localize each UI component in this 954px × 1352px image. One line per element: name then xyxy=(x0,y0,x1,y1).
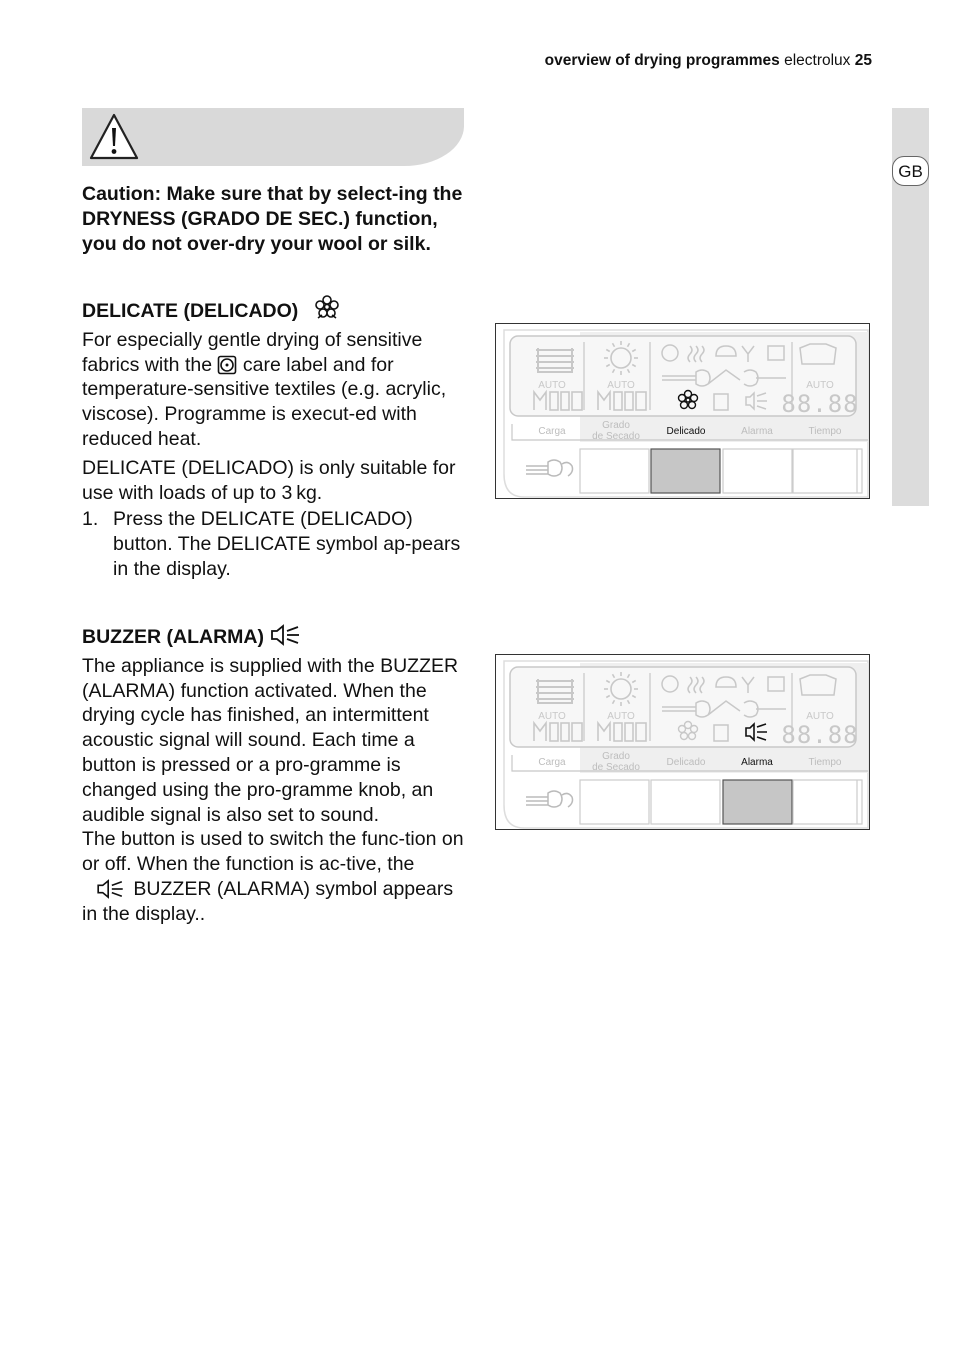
buzzer-heading-text: BUZZER (ALARMA) xyxy=(82,626,264,648)
delicate-section xyxy=(82,294,464,505)
panel-button-3 xyxy=(723,449,792,493)
button-label-3: Alarma xyxy=(741,757,773,768)
delicate-para2: DELICATE (DELICADO) is only suitable for use with loads of up to 3 kg. xyxy=(82,456,456,504)
auto-label-load: AUTO xyxy=(538,711,566,722)
auto-label-time: AUTO xyxy=(806,380,834,391)
button-label-4: Tiempo xyxy=(808,426,842,437)
display-figure-alarma xyxy=(495,654,870,830)
button-label-3: Alarma xyxy=(741,426,773,437)
panel-button-4 xyxy=(793,449,862,493)
buzzer-para2-part2: BUZZER (ALARMA) symbol appears in the display.. xyxy=(82,877,454,925)
delicate-para1-part2: care label and for temperature-sensitive textiles (e.g. acrylic, viscose). Programme is execut-ed with reduced heat. xyxy=(82,353,447,450)
panel-button-1 xyxy=(580,780,649,824)
buzzer-para2-part1: The button is used to switch the func-tion on or off. When the function is ac-tive, the xyxy=(82,828,464,876)
buzzer-inline-icon xyxy=(94,879,126,899)
header-section: overview of drying programmes xyxy=(544,52,780,69)
auto-label-load: AUTO xyxy=(538,380,566,391)
gb-tab-label: GB xyxy=(892,156,929,186)
delicate-para1 xyxy=(82,328,464,452)
delicate-heading-text: DELICATE (DELICADO) xyxy=(82,300,299,322)
panel-button-4 xyxy=(793,780,862,824)
button-label-2: Delicado xyxy=(666,757,706,768)
button-label-4: Tiempo xyxy=(808,757,842,768)
auto-label-time: AUTO xyxy=(806,711,834,722)
page-number: 25 xyxy=(854,52,872,69)
step-number: 1. xyxy=(82,508,99,530)
flower-icon xyxy=(312,294,342,322)
buzzer-section xyxy=(82,624,464,927)
panel-button-1 xyxy=(580,449,649,493)
buzzer-para2 xyxy=(82,827,464,926)
button-label-2: Delicado xyxy=(666,426,706,437)
buzzer-para1: The appliance is supplied with the BUZZER (ALARMA) function activated. When the drying cycle has finished, an intermittent acoustic signal will sound. Each time a button is pressed or a pro-gramme is changed using the pro-gramme knob, an audible signal is also set to sound. xyxy=(82,654,459,826)
delicate-para1-part1: For especially gentle drying of sensitive fabrics with the xyxy=(82,328,423,376)
button-label-1: Grado de Secado xyxy=(592,420,640,442)
delicate-heading xyxy=(82,294,464,324)
page-header xyxy=(545,52,872,70)
care-label-icon xyxy=(217,355,237,375)
step-text: Press the DELICATE (DELICADO) button. The DELICATE symbol ap-pears in the display. xyxy=(113,508,461,580)
header-brand: electrolux xyxy=(784,52,851,69)
display-figure-delicate xyxy=(495,323,870,499)
panel-button-2 xyxy=(651,449,720,493)
caution-text: Caution: Make sure that by select-ing the DRYNESS (GRADO DE SEC.) function, you do not over-dry your wool or silk. xyxy=(82,183,463,255)
warning-band xyxy=(82,108,464,166)
warning-icon xyxy=(88,112,140,162)
buzzer-icon xyxy=(269,624,301,646)
button-label-0: Carga xyxy=(538,426,566,437)
time-segments: 88.88 xyxy=(781,390,859,418)
auto-label-dryness: AUTO xyxy=(607,380,635,391)
auto-label-dryness: AUTO xyxy=(607,711,635,722)
time-segments: 88.88 xyxy=(781,721,859,749)
panel-button-3 xyxy=(723,780,792,824)
button-label-0: Carga xyxy=(538,757,566,768)
panel-button-2 xyxy=(651,780,720,824)
button-label-1: Grado de Secado xyxy=(592,751,640,773)
buzzer-heading xyxy=(82,624,464,650)
